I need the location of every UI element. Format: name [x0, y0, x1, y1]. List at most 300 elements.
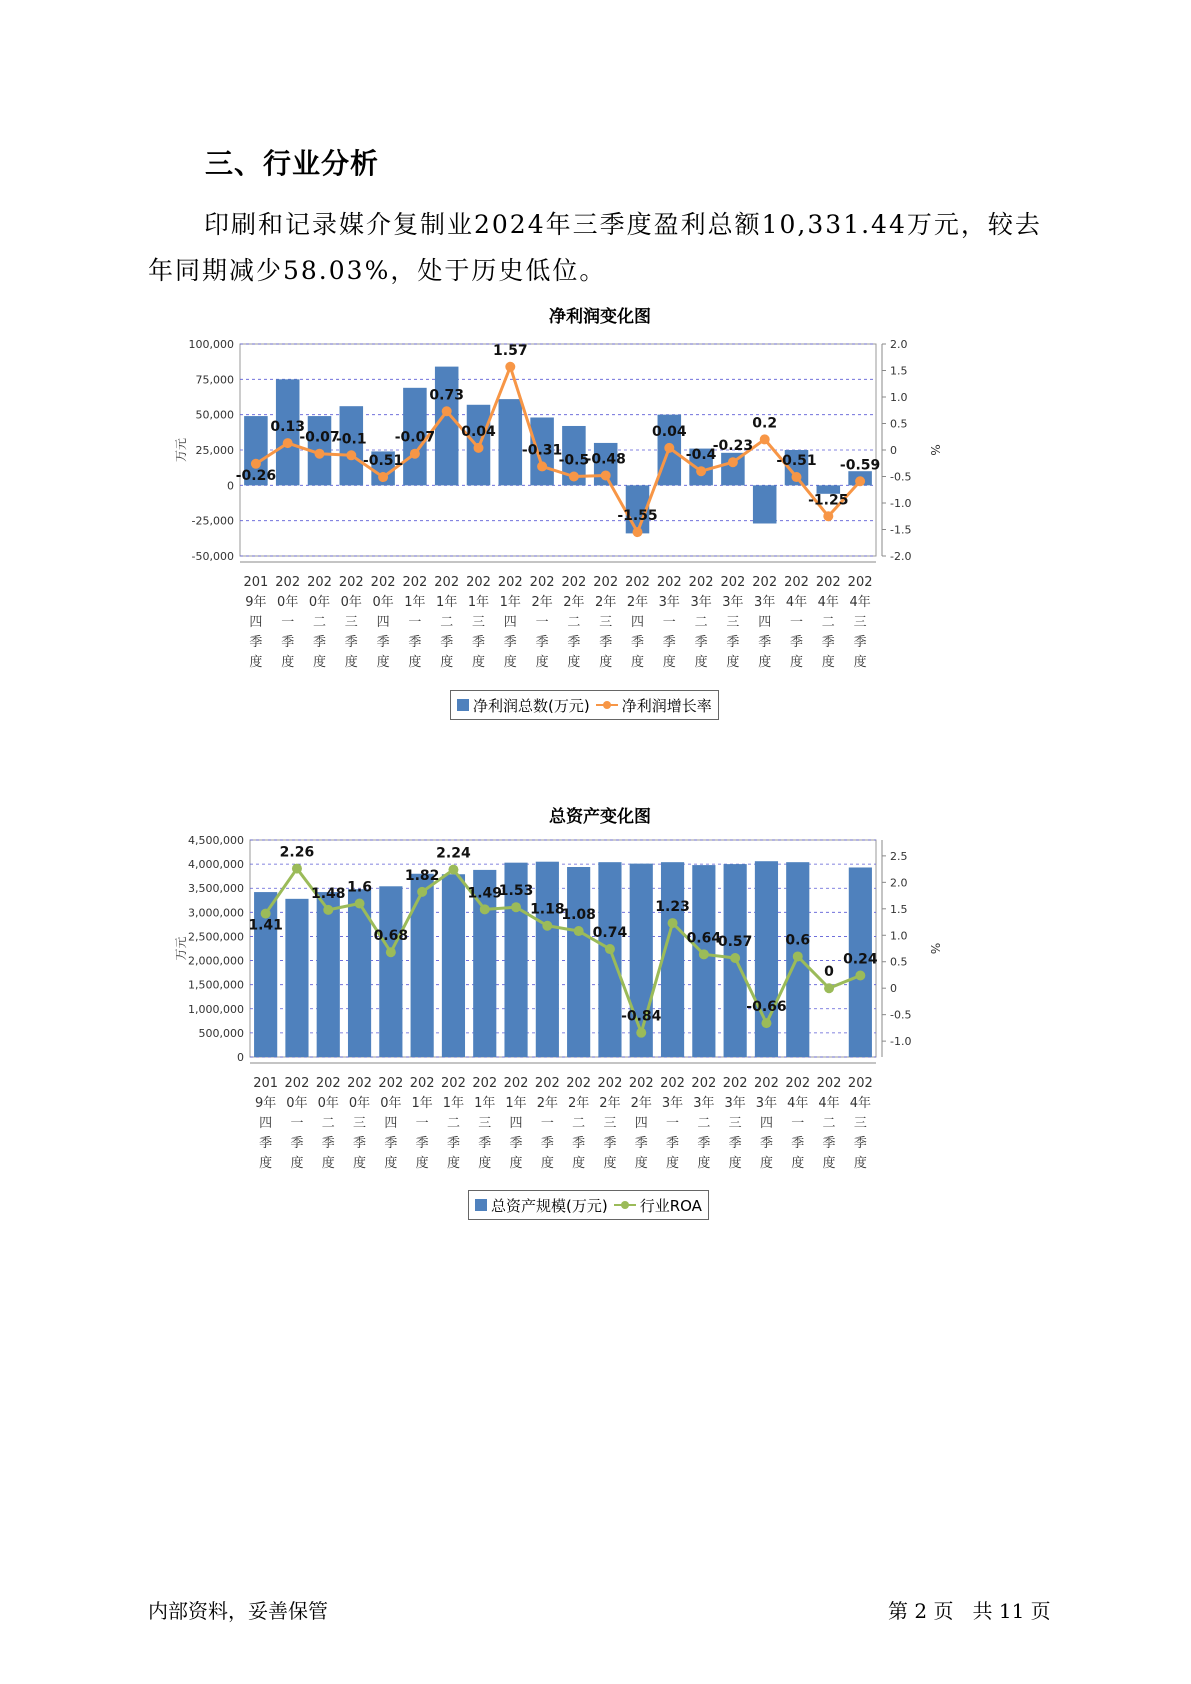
x-tick-label: 季: [599, 635, 613, 650]
bar: [285, 899, 308, 1057]
bar: [442, 874, 465, 1057]
x-tick-label: 2年: [536, 1096, 558, 1111]
y-tick-label: 2,000,000: [188, 954, 244, 968]
x-tick-label: 季: [853, 635, 867, 650]
x-tick-label: 3年: [724, 1096, 746, 1111]
x-tick-label: 2年: [630, 1096, 652, 1111]
legend-line-swatch: [596, 699, 618, 711]
line-point: [730, 953, 740, 963]
data-label: 2.26: [279, 844, 315, 861]
line-point: [480, 904, 490, 914]
x-tick-label: 季: [759, 1136, 773, 1151]
y2-tick-label: -1.5: [890, 523, 912, 537]
y2-tick-label: -2.0: [890, 550, 912, 563]
x-tick-label: 季: [259, 1136, 273, 1151]
x-tick-label: 202: [529, 575, 555, 590]
y2-tick-label: 1.0: [890, 391, 908, 404]
data-label: 1.41: [248, 917, 283, 934]
x-tick-label: 三: [603, 1116, 617, 1131]
x-tick-label: 0年: [308, 595, 331, 610]
y2-tick-label: 0: [890, 444, 897, 457]
x-tick-label: 4年: [785, 595, 808, 610]
x-tick-label: 二: [697, 1116, 711, 1131]
line-point: [542, 921, 552, 931]
line-point: [442, 406, 452, 416]
x-tick-label: 0年: [348, 1096, 371, 1111]
x-tick-label: 1年: [499, 595, 521, 610]
data-label: 1.53: [498, 883, 534, 900]
x-tick-label: 0年: [277, 595, 299, 610]
x-tick-label: 202: [785, 1076, 811, 1091]
data-label: 0: [824, 964, 834, 981]
x-tick-label: 季: [440, 635, 454, 650]
bar: [499, 399, 523, 485]
line-point: [823, 511, 833, 521]
x-tick-label: 3年: [693, 1096, 715, 1111]
data-label: 0.57: [717, 934, 753, 951]
x-tick-label: 度: [697, 1156, 711, 1171]
x-tick-label: 度: [791, 1156, 805, 1171]
x-tick-label: 202: [561, 575, 587, 590]
x-tick-label: 度: [376, 655, 390, 670]
line-point: [292, 864, 302, 874]
x-tick-label: 季: [312, 635, 327, 650]
x-tick-label: 二: [694, 615, 708, 630]
line-point: [283, 438, 293, 448]
x-tick-label: 202: [441, 1076, 466, 1091]
line-point: [474, 443, 484, 453]
bar: [317, 892, 340, 1057]
y-tick-label: -25,000: [191, 514, 234, 528]
x-tick-label: 季: [446, 1136, 460, 1151]
x-tick-label: 202: [434, 575, 460, 590]
x-tick-label: 度: [634, 1156, 648, 1171]
x-tick-label: 度: [853, 1156, 867, 1171]
line-point: [664, 443, 674, 453]
x-tick-label: 二: [446, 1116, 460, 1131]
x-tick-label: 202: [847, 1076, 873, 1091]
line-point: [824, 983, 834, 993]
y2-tick-label: 0.5: [890, 955, 908, 969]
x-tick-label: 季: [789, 635, 804, 650]
data-label: -0.66: [746, 999, 787, 1016]
x-tick-label: 3年: [754, 595, 776, 610]
x-tick-label: 度: [281, 655, 295, 670]
x-tick-label: 二: [821, 615, 835, 630]
x-tick-label: 202: [284, 1076, 310, 1091]
x-tick-label: 1年: [404, 595, 426, 610]
x-tick-label: 202: [597, 1076, 623, 1091]
line-point: [569, 472, 579, 482]
x-tick-label: 季: [634, 1136, 648, 1151]
x-tick-label: 度: [503, 655, 517, 670]
y-tick-label: 3,000,000: [188, 906, 244, 920]
y-tick-label: -50,000: [191, 550, 234, 563]
x-tick-label: 季: [758, 635, 772, 650]
line-point: [601, 470, 611, 480]
x-tick-label: 2年: [563, 595, 585, 610]
x-tick-label: 202: [378, 1076, 404, 1091]
x-tick-label: 季: [344, 635, 358, 650]
x-tick-label: 季: [408, 635, 422, 650]
x-tick-label: 度: [821, 655, 835, 670]
x-tick-label: 度: [446, 1156, 460, 1171]
x-tick-label: 三: [478, 1116, 492, 1131]
line-point: [605, 944, 615, 954]
total-assets-chart-plot: [160, 830, 1040, 1210]
data-label: 0.13: [270, 419, 305, 436]
x-tick-label: 季: [249, 635, 263, 650]
x-tick-label: 度: [321, 1156, 335, 1171]
x-tick-label: 二: [822, 1116, 836, 1131]
y2-axis-title: %: [928, 942, 942, 955]
y2-tick-label: 1.5: [890, 364, 908, 378]
x-tick-label: 度: [666, 1156, 680, 1171]
y2-tick-label: 2.0: [890, 876, 908, 890]
x-tick-label: 202: [275, 575, 301, 590]
x-tick-label: 202: [720, 575, 746, 590]
x-tick-label: 一: [666, 1116, 680, 1131]
footer-page-number: 第 2 页 共 11 页: [888, 1599, 1051, 1623]
x-tick-label: 度: [440, 655, 454, 670]
x-tick-label: 202: [752, 575, 778, 590]
y-axis-title: 万元: [174, 437, 188, 463]
data-label: -0.84: [621, 1008, 662, 1025]
x-tick-label: 二: [567, 615, 581, 630]
x-tick-label: 季: [415, 1136, 429, 1151]
line-point: [855, 970, 865, 980]
x-tick-label: 度: [384, 1156, 398, 1171]
data-label: 0.73: [429, 387, 464, 404]
chart-legend: [468, 1190, 709, 1220]
line-point: [761, 1018, 771, 1028]
y2-tick-label: -1.0: [890, 497, 912, 510]
plot-area: [250, 840, 876, 1057]
x-tick-label: 度: [758, 655, 772, 670]
bar: [692, 865, 715, 1057]
x-tick-label: 三: [728, 1116, 742, 1131]
net-profit-chart-plot: [160, 330, 1040, 710]
x-tick-label: 季: [535, 635, 549, 650]
data-label: -0.23: [712, 438, 754, 455]
y2-tick-label: -1.0: [890, 1035, 912, 1049]
line-point: [355, 899, 365, 909]
x-tick-label: 度: [822, 1156, 836, 1171]
x-tick-label: 一: [415, 1116, 429, 1131]
bar: [598, 862, 621, 1057]
line-point: [636, 1028, 646, 1038]
y-tick-label: 0: [237, 1051, 244, 1064]
data-label: 0.04: [461, 423, 496, 440]
line-point: [696, 466, 706, 476]
x-tick-label: 1年: [474, 1096, 496, 1111]
y2-tick-label: 0: [890, 982, 897, 996]
x-tick-label: 202: [691, 1076, 717, 1091]
chart-title: 总资产变化图: [549, 807, 651, 827]
x-tick-label: 季: [726, 635, 740, 650]
legend-line-swatch: [614, 1199, 636, 1211]
x-tick-label: 201: [253, 1076, 279, 1091]
legend-bar-swatch: [457, 699, 469, 711]
analysis-paragraph: 印刷和记录媒介复制业2024年三季度盈利总额10,331.44万元，较去年同期减少58.03%，处于历史低位。: [148, 210, 1042, 285]
x-tick-label: 度: [312, 655, 327, 670]
x-tick-label: 四: [376, 615, 390, 630]
line-point: [505, 362, 515, 372]
y-tick-label: 4,000,000: [188, 858, 244, 872]
x-tick-label: 202: [688, 575, 714, 590]
legend-label-net-profit: 净利润总数(万元): [473, 696, 590, 715]
y2-tick-label: -0.5: [890, 470, 912, 484]
data-label: 1.82: [404, 867, 440, 884]
bar: [435, 367, 459, 486]
x-tick-label: 度: [726, 655, 740, 670]
line-point: [760, 434, 770, 444]
line-point: [417, 887, 427, 897]
x-tick-label: 三: [344, 615, 358, 630]
y-tick-label: 3,500,000: [188, 882, 244, 896]
x-tick-label: 季: [471, 635, 486, 650]
y-tick-label: 0: [227, 479, 234, 493]
x-tick-label: 2年: [568, 1096, 590, 1111]
x-tick-label: 2年: [626, 595, 649, 610]
line-point: [699, 949, 709, 959]
x-tick-label: 度: [509, 1156, 523, 1171]
x-tick-label: 度: [630, 655, 645, 670]
x-tick-label: 季: [791, 1136, 805, 1151]
x-tick-label: 度: [344, 655, 358, 670]
y2-axis-title: %: [928, 444, 942, 456]
x-tick-label: 3年: [658, 595, 680, 610]
x-tick-label: 度: [603, 1156, 617, 1171]
x-tick-label: 一: [540, 1116, 554, 1131]
y-tick-label: 1,000,000: [188, 1002, 244, 1016]
x-tick-label: 季: [821, 635, 835, 650]
data-label: -0.48: [585, 451, 626, 468]
x-tick-label: 度: [471, 655, 486, 670]
x-tick-label: 202: [307, 575, 332, 590]
line-point: [793, 951, 803, 961]
x-tick-label: 度: [540, 1156, 554, 1171]
x-tick-label: 三: [599, 615, 613, 630]
line-point: [511, 902, 521, 912]
x-tick-label: 201: [243, 575, 269, 590]
footer-confidential-note: 内部资料，妥善保管: [148, 1599, 328, 1623]
chart-title: 净利润变化图: [549, 307, 651, 327]
data-label: 2.24: [436, 845, 471, 862]
x-tick-label: 度: [249, 655, 263, 670]
x-tick-label: 一: [408, 615, 422, 630]
x-tick-label: 202: [625, 575, 650, 590]
data-label: -0.4: [685, 447, 717, 464]
x-tick-label: 0年: [372, 595, 394, 610]
x-tick-label: 一: [290, 1116, 304, 1131]
x-tick-label: 2年: [595, 595, 617, 610]
x-tick-label: 三: [471, 615, 486, 630]
chart-legend: [450, 690, 719, 720]
line-point: [728, 457, 738, 467]
data-label: -0.5: [558, 452, 590, 469]
y2-tick-label: 2.5: [890, 849, 908, 863]
x-tick-label: 三: [853, 615, 867, 630]
x-tick-label: 一: [789, 615, 804, 630]
line-point: [633, 527, 643, 537]
data-label: 0.6: [785, 932, 811, 949]
x-tick-label: 四: [509, 1116, 523, 1131]
y-axis-title: 万元: [174, 936, 188, 961]
x-tick-label: 度: [353, 1156, 367, 1171]
line-point: [386, 947, 396, 957]
x-tick-label: 202: [402, 575, 428, 590]
legend-label-total-assets: 总资产规模(万元): [491, 1196, 608, 1215]
x-tick-label: 三: [353, 1116, 367, 1131]
bar: [379, 886, 402, 1057]
legend-label-growth-rate: 净利润增长率: [621, 696, 712, 715]
x-tick-label: 三: [726, 615, 740, 630]
x-tick-label: 202: [466, 575, 491, 590]
x-tick-label: 9年: [255, 1096, 277, 1111]
x-tick-label: 季: [503, 635, 517, 650]
x-tick-label: 季: [376, 635, 390, 650]
x-tick-label: 四: [384, 1116, 398, 1131]
x-tick-label: 202: [656, 575, 682, 590]
x-tick-label: 202: [503, 1076, 529, 1091]
data-label: -0.51: [776, 453, 817, 470]
x-tick-label: 季: [384, 1136, 398, 1151]
y2-tick-label: -0.5: [890, 1008, 912, 1022]
x-tick-label: 季: [603, 1136, 617, 1151]
x-tick-label: 四: [758, 615, 772, 630]
x-tick-label: 季: [567, 635, 581, 650]
x-tick-label: 0年: [286, 1096, 308, 1111]
data-label: 1.48: [310, 885, 346, 902]
net-profit-chart: [160, 300, 1020, 720]
y-tick-label: 75,000: [195, 373, 234, 387]
x-tick-label: 202: [722, 1076, 748, 1091]
line-point: [537, 461, 547, 471]
y-tick-label: 50,000: [195, 408, 234, 422]
x-tick-label: 度: [259, 1156, 273, 1171]
x-tick-label: 202: [628, 1076, 654, 1091]
x-tick-label: 202: [593, 575, 619, 590]
x-tick-label: 度: [853, 655, 867, 670]
legend-bar-swatch: [475, 1199, 487, 1211]
x-tick-label: 度: [415, 1156, 429, 1171]
y2-tick-label: 2.0: [890, 338, 908, 351]
x-tick-label: 4年: [787, 1096, 809, 1111]
x-tick-label: 2年: [531, 595, 553, 610]
data-label: 1.23: [655, 899, 690, 916]
x-tick-label: 四: [503, 615, 517, 630]
x-tick-label: 季: [666, 1136, 680, 1151]
x-tick-label: 202: [754, 1076, 779, 1091]
x-tick-label: 202: [497, 575, 523, 590]
x-tick-label: 季: [478, 1136, 492, 1151]
data-label: 1.57: [493, 342, 528, 359]
data-label: -0.51: [362, 453, 404, 470]
x-tick-label: 202: [815, 575, 841, 590]
bar: [661, 862, 684, 1057]
x-tick-label: 季: [853, 1136, 867, 1151]
x-tick-label: 202: [347, 1076, 372, 1091]
data-label: -0.1: [335, 431, 367, 448]
x-tick-label: 202: [338, 575, 364, 590]
data-label: 1.18: [530, 901, 565, 918]
x-tick-label: 四: [249, 615, 263, 630]
y-tick-label: 1,500,000: [188, 978, 244, 992]
x-tick-label: 二: [440, 615, 454, 630]
line-point: [378, 472, 388, 482]
x-tick-label: 一: [281, 615, 295, 630]
x-tick-label: 3年: [755, 1096, 778, 1111]
x-tick-label: 季: [321, 1136, 335, 1151]
x-tick-label: 202: [566, 1076, 592, 1091]
x-tick-label: 度: [728, 1156, 742, 1171]
x-tick-label: 一: [535, 615, 549, 630]
x-tick-label: 季: [697, 1136, 711, 1151]
x-tick-label: 4年: [818, 1096, 840, 1111]
x-tick-label: 202: [847, 575, 873, 590]
x-tick-label: 四: [259, 1116, 273, 1131]
y-tick-label: 500,000: [198, 1026, 244, 1040]
x-tick-label: 季: [290, 1136, 304, 1151]
y2-tick-label: 1.0: [890, 929, 908, 943]
legend-label-roa: 行业ROA: [639, 1196, 702, 1215]
x-tick-label: 度: [662, 655, 676, 670]
line-point: [668, 918, 678, 928]
x-tick-label: 季: [353, 1136, 367, 1151]
data-label: 0.68: [373, 928, 409, 945]
x-tick-label: 2年: [599, 1096, 621, 1111]
x-tick-label: 0年: [340, 595, 362, 610]
x-tick-label: 度: [290, 1156, 304, 1171]
x-tick-label: 202: [315, 1076, 341, 1091]
x-tick-label: 度: [599, 655, 613, 670]
data-label: -0.26: [235, 467, 277, 484]
data-label: -0.31: [521, 442, 563, 459]
x-tick-label: 季: [630, 635, 645, 650]
line-point: [855, 476, 865, 486]
x-tick-label: 度: [572, 1156, 586, 1171]
x-tick-label: 202: [784, 575, 809, 590]
y2-tick-label: 1.5: [890, 902, 908, 916]
line-point: [315, 449, 325, 459]
x-tick-label: 3年: [722, 595, 744, 610]
x-tick-label: 季: [694, 635, 708, 650]
data-label: 0.04: [652, 423, 687, 440]
x-tick-label: 1年: [436, 595, 458, 610]
y-tick-label: 100,000: [188, 338, 234, 351]
x-tick-label: 度: [567, 655, 581, 670]
x-tick-label: 季: [728, 1136, 742, 1151]
x-tick-label: 季: [662, 635, 676, 650]
x-tick-label: 202: [816, 1076, 842, 1091]
x-tick-label: 一: [662, 615, 676, 630]
data-label: -1.25: [808, 492, 849, 509]
x-tick-label: 202: [472, 1076, 498, 1091]
x-tick-label: 度: [759, 1156, 773, 1171]
data-label: -1.55: [617, 508, 658, 525]
x-tick-label: 1年: [505, 1096, 527, 1111]
y-tick-label: 2,500,000: [188, 930, 244, 944]
x-tick-label: 二: [572, 1116, 586, 1131]
y-tick-label: 25,000: [195, 444, 234, 457]
x-tick-label: 四: [759, 1116, 773, 1131]
x-tick-label: 一: [791, 1116, 805, 1131]
x-tick-label: 1年: [442, 1096, 465, 1111]
x-tick-label: 0年: [380, 1096, 402, 1111]
x-tick-label: 1年: [467, 595, 490, 610]
line-point: [346, 450, 356, 460]
